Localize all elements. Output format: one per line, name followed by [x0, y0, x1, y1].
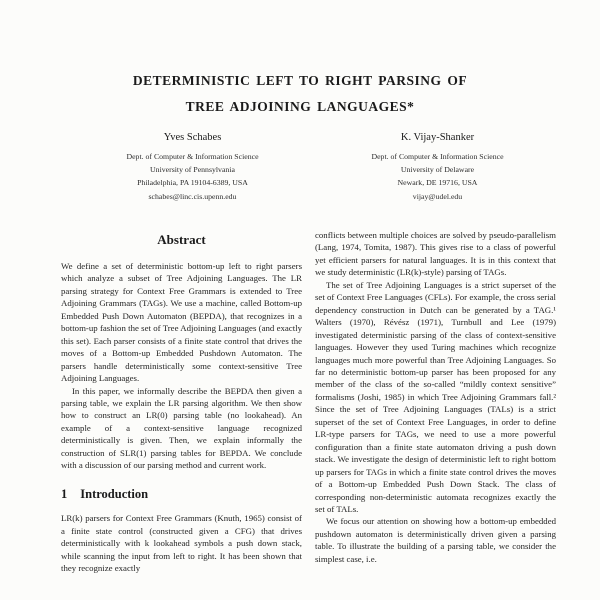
abstract-paragraph: We define a set of deterministic bottom-up left to right parsers which analyze a subset of Tree Adjoining Languages. The LR parsing strategy for Context Free Grammars is extended to Tree Adjoining Grammars (TAGs). We use a machine, called Bottom-up Embedded Push Down Automaton (BEPDA), that recognizes in a bottom-up fashion the set of Tree Adjoining Languages (and exactly this set). Each parser consists of a finite state control that drives the moves of a Bottom-up Embedded Pushdown Automaton. The parsers handle deterministically some context-sensitive Tree Adjoining Languages. [61, 261, 302, 384]
abstract-paragraph: In this paper, we informally describe the BEPDA then given a parsing table, we explain the LR parsing algorithm. We then show how to construct an LR(0) parsing table (no lookahead). An example of a context-sensitive language recognized deterministically is given. Then, we explain informally the construction of SLR(1) parsing tables for BEPDA. We conclude with a discussion of our parsing method and current work. [61, 385, 302, 471]
column-right [315, 229, 556, 574]
author-name: K. Vijay-Shanker [400, 132, 475, 143]
paper-title-line-2: TREE ADJOINING LANGUAGES* [185, 99, 415, 114]
column-left [61, 229, 302, 574]
section-title: Introduction [80, 486, 149, 501]
author-university: University of Delaware [400, 165, 475, 175]
author-university: University of Pennsylvania [150, 165, 235, 175]
author-block-vijay-shanker [315, 130, 560, 203]
paper-title-line-1: DETERMINISTIC LEFT TO RIGHT PARSING OF [132, 73, 468, 88]
body-paragraph: We focus our attention on showing how a bottom-up embedded pushdown automaton is deterministically driven given a parsing table. To illustrate the building of a parsing table, we consider the simplest case, i.e. [315, 516, 556, 564]
abstract-heading: Abstract [157, 232, 206, 247]
author-email: schabes@linc.cis.upenn.edu [148, 191, 237, 201]
author-address: Philadelphia, PA 19104-6389, USA [137, 178, 248, 188]
author-dept: Dept. of Computer & Information Science [371, 152, 504, 161]
paper-title [0, 68, 600, 120]
section-number: 1 [61, 486, 68, 501]
author-block-schabes [70, 130, 315, 203]
author-email: vijay@udel.edu [412, 191, 463, 201]
author-dept: Dept. of Computer & Information Science [126, 152, 259, 161]
section-heading-introduction [61, 488, 302, 500]
author-name: Yves Schabes [163, 132, 222, 143]
authors-row [70, 130, 560, 203]
body-paragraph: LR(k) parsers for Context Free Grammars (Knuth, 1965) consist of a finite state control (constructed given a CFG) that drives deterministically with k lookahead symbols a push down stack, while scanning the input from left to right. It has been shown that they recognize exactly [61, 513, 302, 573]
body-paragraph: conflicts between multiple choices are solved by pseudo-parallelism (Lang, 1974, Tomita, 1987). This gives rise to a class of powerful yet efficient parsers for natural languages. It is in this context that we study deterministic (LR(k)-style) parsing of TAGs. [315, 230, 556, 278]
body-columns [61, 229, 556, 574]
author-address: Newark, DE 19716, USA [397, 178, 478, 188]
body-paragraph: The set of Tree Adjoining Languages is a strict superset of the set of Context Free Languages (CFLs). For example, the cross serial dependency construction in Dutch can be generated by a TAG.¹ Walters (1970), Révész (1971), Turnbull and Lee (1979) investigated deterministic parsing of the class of context-sensitive languages. However they used Turing machines which recognize languages much more powerful than Tree Adjoining Languages. So far no deterministic bottom-up parser has been proposed for any member of the class of the so-called “mildly context sensitive” formalisms (Joshi, 1985) in which Tree Adjoining Grammars fall.² Since the set of Tree Adjoining Languages (TALs) is a strict superset of the set of Context Free Languages, in order to define LR-type parsers for TAGs, we need to use a more powerful configuration than a finite state automaton driving a push down stack. We investigate the design of deterministic left to right bottom up parsers for TAGs in which a finite state control drives the moves of a Bottom-up Embedded Push Down Stack. The class of corresponding non-deterministic automata recognizes exactly the set of TALs. [315, 279, 556, 514]
